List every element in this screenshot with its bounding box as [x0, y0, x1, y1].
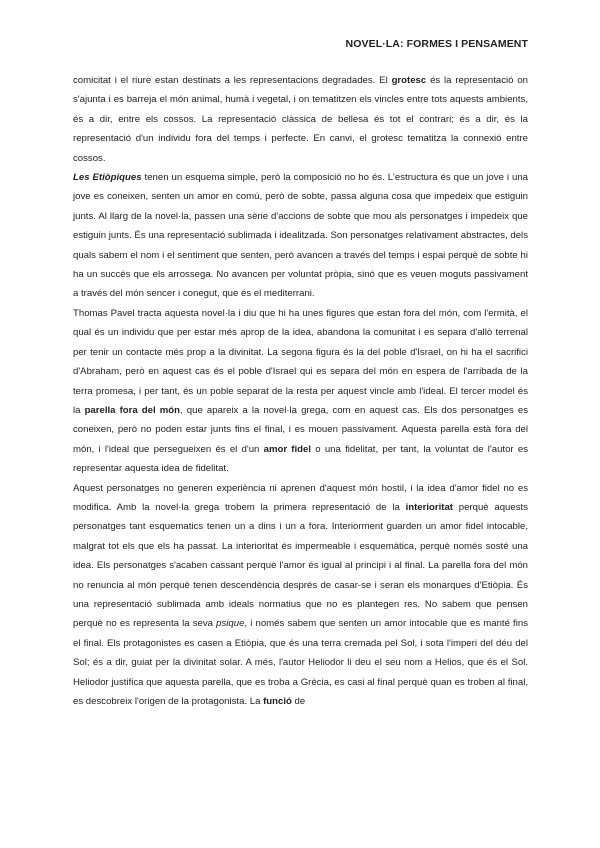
- paragraph-2: [73, 168, 528, 304]
- text-run: de: [291, 696, 306, 707]
- text-run: és la representació on s'ajunta i es barreja el món animal, humà i vegetal, i on tematitzen els vincles entre tots aquests ambients, és a dir, entre els cossos. La representació clàssica de bellesa és tot el contrari; és a dir, és la representació d'un individu fora del temps i perfecte. En canvi, el grotesc tematitza la connexió entre cossos.: [73, 75, 529, 164]
- term-funcio: funció: [263, 696, 292, 707]
- text-run: comicitat i el riure estan destinats a les representacions degradades. El: [73, 75, 392, 86]
- text-run: , i només sabem que senten un amor intocable que es manté fins el final. Els protagonistes es casen a Etiòpia, que és una terra cremada pel Sol, i sota l'imperi del déu del Sol; és a dir, guiat per la divinitat solar. A més, l'autor Heliodor li deu el seu nom a Helios, que és el Sol. Heliodor justifica que aquesta parella, que es troba a Grècia, es casi al final perquè quan es troben al final, es descobreix l'origen de la protagonista. La: [73, 618, 528, 707]
- term-interioritat: interioritat: [405, 501, 454, 513]
- document-body: [73, 71, 528, 711]
- book-title: [73, 172, 142, 183]
- text-run: Aquest personatges no generen experiència ni aprenen d'aquest món hostil, i la idea d'amor fidel no es modifica. Amb la novel·la grega trobem la primera representació de la: [73, 482, 528, 513]
- paragraph-1: [73, 71, 528, 168]
- text-run: perquè aquests personatges tant esquematics tenen un a dins i un a fora. Interiorment guarden un amor fidel intocable, malgrat tot els que els ha passat. La interioritat és impermeable i esquemàtica, perquè només sosté una idea. Els personatges s'acaben cassant perquè l'amor és igual al principi i al final. La parella fora del món no renuncia al món perquè tenen descendència després de casar-se i seran els monarques d'Etiòpia. És una representació sublimada amb ideals normatius que no es plantegen res. No sabem que pensen perquè no es representa la seva: [73, 501, 528, 630]
- text-run: , que apareix a la novel·la grega, com en aquest cas. Els dos personatges es coneixen, però no poden estar junts fins el final, i es mouen passivament. Aquesta parella està fora del món, i l'ideal que persegueixen és el d'un: [73, 404, 528, 455]
- term-amor-fidel: amor fidel: [263, 443, 312, 455]
- term-grotesc: grotesc: [391, 75, 427, 86]
- text-run: o una fidelitat, per tant, la voluntat de l'autor es representar aquesta idea de fidelitat.: [73, 443, 528, 475]
- page-header-title: NOVEL·LA: FORMES I PENSAMENT: [345, 38, 528, 50]
- term-psique: psique: [216, 618, 245, 630]
- paragraph-4: [73, 479, 528, 712]
- term-parella-fora-del-mon: parella fora del món: [84, 404, 181, 416]
- text-run: tenen un esquema simple, però la composició no ho és. L'estructura és que un jove i una jove es coneixen, senten un amor en comú, però de sobte, passa alguna cosa que impedeix que estiguin junts. Al llarg de la novel·la, passen una sèrie d'accions de sobte que mou als personatges i impedeix que estiguin junts. És una representació sublimada i idealitzada. Son personatges relativament abstractes, dels quals sabem el nom i el sentiment que senten, però avancen a través del temps i espai perquè de sobte hi ha un succés que els arrossega. No avancen per voluntat pròpia, sinó que es veuen moguts passivament a través del món sencer i conegut, que és el mediterrani.: [73, 172, 529, 300]
- book-title-italic: Les Etiòpiques: [73, 172, 142, 184]
- text-run: Thomas Pavel tracta aquesta novel·la i diu que hi ha unes figures que estan fora del món, com l'ermità, el qual és un individu que per estar més aprop de la idea, abandona la comunitat i es separa d'allò terrenal per tenir un contacte més prop a la divinitat. La segona figura és la del poble d'Israel, on hi ha el sacrifici d'Abraham, però en aquest cas és el poble d'Israel qui es separa del món en espera de l'arribada de la terra promesa, i per tant, és un poble separat de la resta per aquest vincle amb l'ideal. El tercer model és la: [73, 307, 528, 416]
- paragraph-3: [73, 304, 528, 479]
